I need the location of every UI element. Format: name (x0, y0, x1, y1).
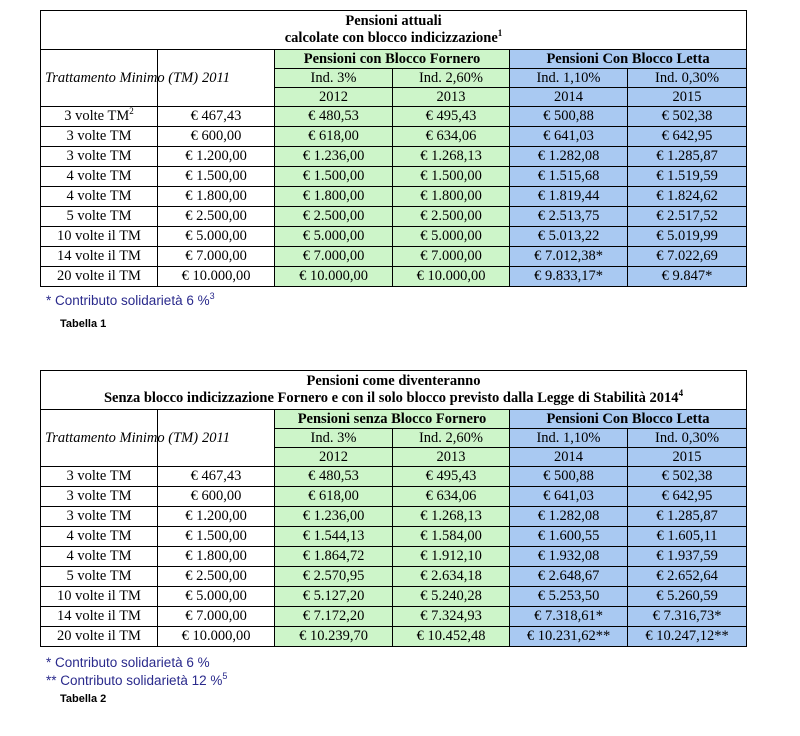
cell-2011: € 1.800,00 (158, 187, 275, 207)
row-label: 3 volte TM (41, 507, 158, 527)
cell-2015: € 1.285,87 (628, 147, 747, 167)
cell-2012: € 10.239,70 (275, 627, 393, 647)
row-label: 20 volte il TM (41, 267, 158, 287)
cell-2012: € 480,53 (275, 467, 393, 487)
cell-2015: € 1.285,87 (628, 507, 747, 527)
table-row (41, 147, 747, 167)
row-label: 3 volte TM (41, 147, 158, 167)
cell-2014: € 1.819,44 (510, 187, 628, 207)
cell-2015: € 7.316,73* (628, 607, 747, 627)
row-label: 4 volte TM (41, 187, 158, 207)
cell-2013: € 495,43 (393, 467, 510, 487)
table-row (41, 567, 747, 587)
cell-2014: € 641,03 (510, 487, 628, 507)
ind-header: Ind. 0,30% (628, 69, 747, 88)
cell-2012: € 618,00 (275, 127, 393, 147)
cell-2013: € 1.800,00 (393, 187, 510, 207)
cell-2015: € 502,38 (628, 107, 747, 127)
group-header-fornero: Pensioni con Blocco Fornero (275, 50, 510, 69)
table-row (41, 107, 747, 127)
cell-2014: € 1.600,55 (510, 527, 628, 547)
cell-2013: € 10.000,00 (393, 267, 510, 287)
table-row (41, 587, 747, 607)
row-label: 4 volte TM (41, 547, 158, 567)
cell-2012: € 1.236,00 (275, 147, 393, 167)
title-line-1: Pensioni come diventeranno (306, 373, 481, 389)
table-row (41, 247, 747, 267)
cell-2011: € 10.000,00 (158, 627, 275, 647)
footnote-solidarity-12: ** Contributo solidarietà 12 %$^5$ (46, 671, 228, 688)
table-row (41, 187, 747, 207)
cell-2011: € 1.200,00 (158, 507, 275, 527)
cell-2013: € 5.240,28 (393, 587, 510, 607)
cell-2011: € 467,43 (158, 467, 275, 487)
cell-2014: € 500,88 (510, 467, 628, 487)
cell-2012: € 1.800,00 (275, 187, 393, 207)
cell-2011: € 1.200,00 (158, 147, 275, 167)
cell-2015: € 1.519,59 (628, 167, 747, 187)
footnote-ref: 2 (129, 106, 134, 116)
group-header-letta: Pensioni Con Blocco Letta (510, 50, 747, 69)
cell-2011: € 600,00 (158, 487, 275, 507)
row-label: 4 volte TM (41, 527, 158, 547)
year-header: 2015 (628, 88, 747, 107)
title-line-2: Senza blocco indicizzazione Fornero e con il solo blocco previsto dalla Legge di Stabilità 2014 (103, 390, 679, 406)
row-label: 10 volte il TM (41, 587, 158, 607)
row-label: 5 volte TM (41, 567, 158, 587)
cell-2011: € 2.500,00 (158, 207, 275, 227)
year-header: 2015 (628, 448, 747, 467)
cell-2015: € 2.652,64 (628, 567, 747, 587)
table-caption-2: Tabella 2 (60, 693, 107, 705)
cell-2011: € 1.500,00 (158, 167, 275, 187)
cell-2015: € 1.937,59 (628, 547, 747, 567)
table-row (41, 267, 747, 287)
cell-2012: € 10.000,00 (275, 267, 393, 287)
cell-2014: € 9.833,17* (510, 267, 628, 287)
row-label: 3 volte TM (41, 487, 158, 507)
cell-2015: € 7.022,69 (628, 247, 747, 267)
cell-2014: € 2.648,67 (510, 567, 628, 587)
pension-table-1 (40, 10, 747, 287)
table-row (41, 527, 747, 547)
row-label: 10 volte il TM (41, 227, 158, 247)
cell-2012: € 1.236,00 (275, 507, 393, 527)
cell-2014: € 5.253,50 (510, 587, 628, 607)
ind-header: Ind. 2,60% (393, 69, 510, 88)
row-label: 3 volte TM (41, 467, 158, 487)
table-row (41, 507, 747, 527)
cell-2014: € 500,88 (510, 107, 628, 127)
cell-2013: € 1.500,00 (393, 167, 510, 187)
cell-2015: € 1.605,11 (628, 527, 747, 547)
cell-2014: € 1.932,08 (510, 547, 628, 567)
cell-2011: € 7.000,00 (158, 247, 275, 267)
footnote-solidarity-6: * Contributo solidarietà 6 %$^3$ (46, 291, 215, 308)
year-header: 2014 (510, 88, 628, 107)
group-header-letta: Pensioni Con Blocco Letta (510, 410, 747, 429)
cell-2014: € 7.012,38* (510, 247, 628, 267)
cell-2015: € 642,95 (628, 127, 747, 147)
row-label: 5 volte TM (41, 207, 158, 227)
cell-2014: € 1.515,68 (510, 167, 628, 187)
row-label: 14 volte il TM (41, 607, 158, 627)
cell-2013: € 1.268,13 (393, 147, 510, 167)
cell-2014: € 1.282,08 (510, 507, 628, 527)
table-caption-1: Tabella 1 (60, 318, 107, 330)
table-row (41, 127, 747, 147)
cell-2011: € 467,43 (158, 107, 275, 127)
cell-2015: € 1.824,62 (628, 187, 747, 207)
cell-2013: € 634,06 (393, 487, 510, 507)
cell-2013: € 634,06 (393, 127, 510, 147)
row-label: 20 volte il TM (41, 627, 158, 647)
cell-2013: € 1.584,00 (393, 527, 510, 547)
cell-2011: € 1.800,00 (158, 547, 275, 567)
table-row (41, 467, 747, 487)
year-header: 2012 (275, 88, 393, 107)
cell-2012: € 2.570,95 (275, 567, 393, 587)
cell-2013: € 2.500,00 (393, 207, 510, 227)
cell-2012: € 480,53 (275, 107, 393, 127)
footnote-ref: 5 (222, 671, 228, 681)
cell-2015: € 5.019,99 (628, 227, 747, 247)
ind-header: Ind. 0,30% (628, 429, 747, 448)
group-header-fornero: Pensioni senza Blocco Fornero (275, 410, 510, 429)
row-label: 3 volte TM (41, 127, 158, 147)
cell-2011: € 5.000,00 (158, 587, 275, 607)
ind-header: Ind. 3% (275, 429, 393, 448)
cell-2012: € 5.127,20 (275, 587, 393, 607)
year-header: 2014 (510, 448, 628, 467)
cell-2011: € 2.500,00 (158, 567, 275, 587)
title-line-1: Pensioni attuali (345, 13, 442, 29)
cell-2015: € 10.247,12** (628, 627, 747, 647)
cell-2014: € 10.231,62** (510, 627, 628, 647)
tm-header: Trattamento Minimo (TM) (41, 50, 158, 107)
table-row (41, 627, 747, 647)
cell-2012: € 2.500,00 (275, 207, 393, 227)
cell-2015: € 2.517,52 (628, 207, 747, 227)
year-2011-header: 2011 (158, 50, 275, 107)
title-line-2: calcolate con blocco indicizzazione (284, 30, 498, 46)
cell-2014: € 1.282,08 (510, 147, 628, 167)
cell-2013: € 1.912,10 (393, 547, 510, 567)
ind-header: Ind. 1,10% (510, 429, 628, 448)
pension-table-2 (40, 370, 747, 647)
footnote-solidarity-6: * Contributo solidarietà 6 % (46, 655, 210, 670)
cell-2013: € 7.324,93 (393, 607, 510, 627)
ind-header: Ind. 1,10% (510, 69, 628, 88)
cell-2011: € 600,00 (158, 127, 275, 147)
cell-2012: € 7.172,20 (275, 607, 393, 627)
cell-2013: € 495,43 (393, 107, 510, 127)
cell-2011: € 7.000,00 (158, 607, 275, 627)
year-2011-header: 2011 (158, 410, 275, 467)
cell-2013: € 7.000,00 (393, 247, 510, 267)
tm-header: Trattamento Minimo (TM) (41, 410, 158, 467)
cell-2014: € 641,03 (510, 127, 628, 147)
cell-2014: € 7.318,61* (510, 607, 628, 627)
table-title (41, 11, 747, 50)
cell-2013: € 10.452,48 (393, 627, 510, 647)
cell-2015: € 5.260,59 (628, 587, 747, 607)
cell-2014: € 2.513,75 (510, 207, 628, 227)
cell-2012: € 1.864,72 (275, 547, 393, 567)
cell-2012: € 1.500,00 (275, 167, 393, 187)
year-header: 2013 (393, 88, 510, 107)
ind-header: Ind. 3% (275, 69, 393, 88)
cell-2015: € 9.847* (628, 267, 747, 287)
cell-2011: € 5.000,00 (158, 227, 275, 247)
cell-2012: € 7.000,00 (275, 247, 393, 267)
cell-2012: € 1.544,13 (275, 527, 393, 547)
cell-2013: € 2.634,18 (393, 567, 510, 587)
title-footnote-ref: 1 (497, 28, 503, 38)
table-row (41, 207, 747, 227)
table-row (41, 227, 747, 247)
cell-2011: € 10.000,00 (158, 267, 275, 287)
cell-2012: € 5.000,00 (275, 227, 393, 247)
table-row (41, 607, 747, 627)
row-label: 3 volte $TM^2$ (41, 107, 158, 127)
cell-2015: € 642,95 (628, 487, 747, 507)
cell-2011: € 1.500,00 (158, 527, 275, 547)
title-footnote-ref: 4 (678, 388, 684, 398)
row-label: 4 volte TM (41, 167, 158, 187)
year-header: 2012 (275, 448, 393, 467)
year-header: 2013 (393, 448, 510, 467)
cell-2012: € 618,00 (275, 487, 393, 507)
cell-2013: € 5.000,00 (393, 227, 510, 247)
cell-2015: € 502,38 (628, 467, 747, 487)
ind-header: Ind. 2,60% (393, 429, 510, 448)
table-row (41, 487, 747, 507)
cell-2014: € 5.013,22 (510, 227, 628, 247)
table-row (41, 547, 747, 567)
table-row (41, 167, 747, 187)
table-title (41, 371, 747, 410)
row-label: 14 volte il TM (41, 247, 158, 267)
footnote-ref: 3 (209, 291, 215, 301)
cell-2013: € 1.268,13 (393, 507, 510, 527)
